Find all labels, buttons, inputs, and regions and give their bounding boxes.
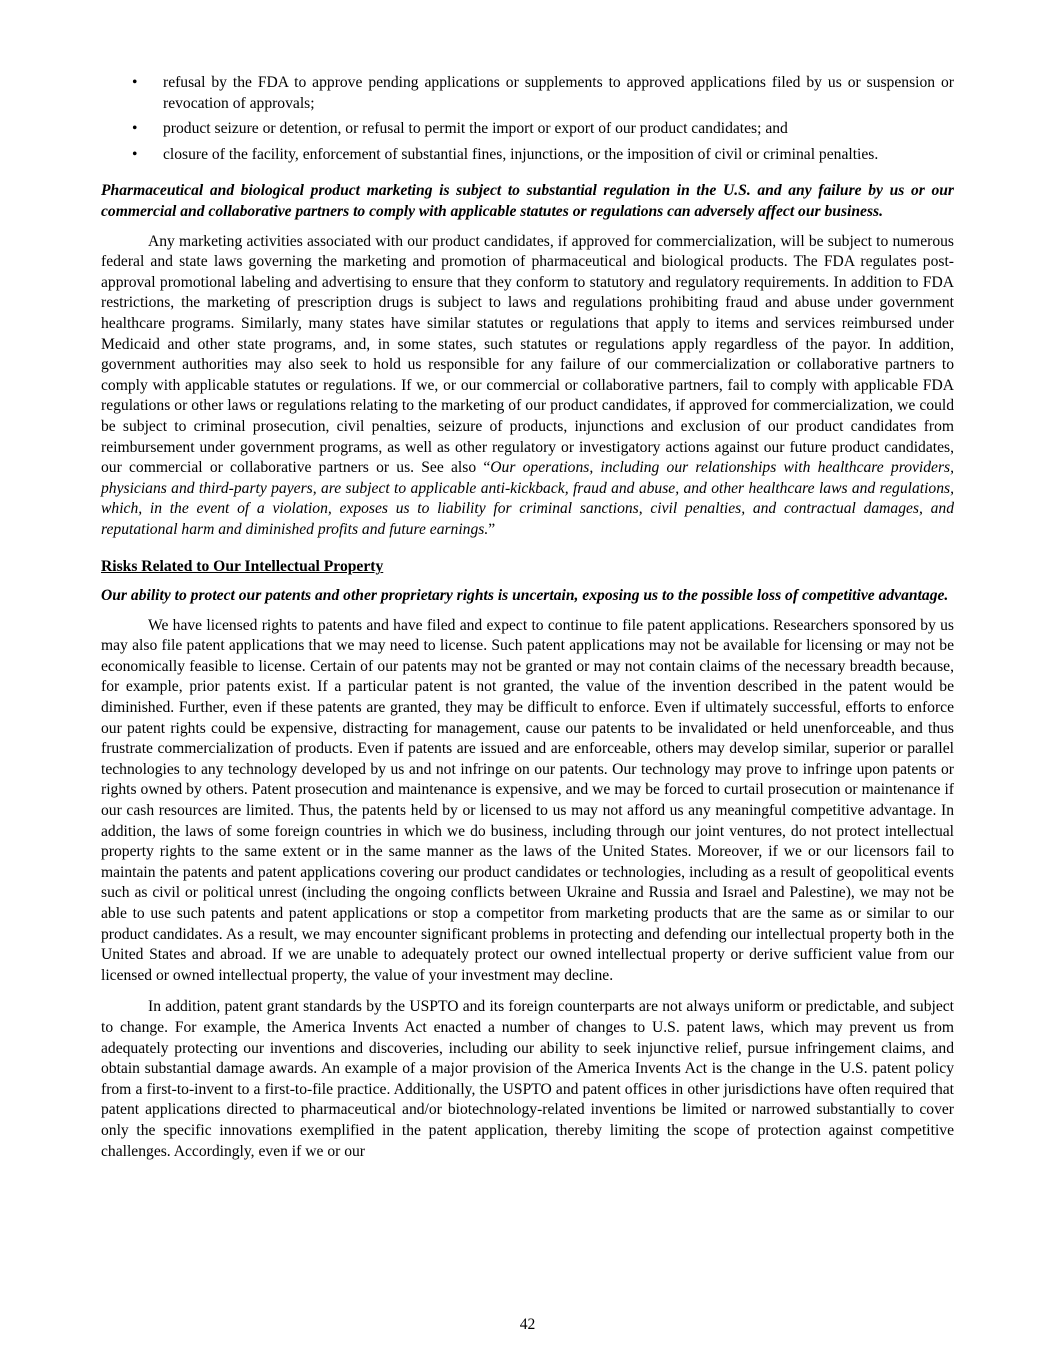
bullet-text: refusal by the FDA to approve pending applications or supplements to approved applications filed by us or suspension or revocation of approvals;: [163, 74, 954, 112]
paragraph-text: Any marketing activities associated with our product candidates, if approved for commercialization, will be subject to numerous federal and state laws governing the marketing and promotion of pharmaceutical and biological products. The FDA regulates post-approval promotional labeling and advertising to ensure that they conform to statutory and regulatory requirements. In addition to FDA restrictions, the marketing of prescription drugs is subject to laws and regulations prohibiting fraud and abuse under government healthcare programs. Similarly, many states have similar statutes or regulations that apply to items and services reimbursed under Medicaid and other state programs, and, in some states, such statutes or regulations apply regardless of the payor. In addition, government authorities may also seek to hold us responsible for any failure of our commercialization or collaborative partners to comply with applicable statutes or regulations. If we, or our commercial or collaborative partners, fail to comply with applicable FDA regulations or other laws or regulations relating to the marketing of our product candidates, if approved for commercialization, we could be subject to criminal prosecution, civil penalties, seizure of products, injunctions and exclusion of our product candidates from reimbursement under government programs, as well as other regulatory or investigatory actions against our future product candidates, our commercial or collaborative partners or us. See also “: [101, 232, 954, 477]
page-content: [101, 73, 954, 1173]
bullet-icon: •: [132, 145, 138, 163]
list-item: [101, 119, 954, 140]
page-number: 42: [519, 1316, 536, 1333]
list-item: [101, 73, 954, 114]
paragraph-closing-quote: ”: [488, 520, 496, 538]
list-item: [101, 145, 954, 166]
bullet-text: product seizure or detention, or refusal to permit the import or export of our product candidates; and: [163, 120, 788, 138]
risk-heading-patents: Our ability to protect our patents and other proprietary rights is uncertain, exposing us to the possible loss of competitive advantage.: [101, 587, 949, 605]
paragraph-patent-standards: In addition, patent grant standards by the USPTO and its foreign counterparts are not always uniform or predictable, and subject to change. For example, the America Invents Act enacted a number of changes to U.S. patent laws, which may prevent us from adequately protecting our inventions and discoveries, including our ability to seek injunctive relief, pursue infringement claims, and obtain substantial damage awards. An example of a major provision of the America Invents Act is the change in the U.S. patent policy from a first-to-invent to a first-to-file practice. Additionally, the USPTO and patent offices in other jurisdictions have often required that patent applications directed to pharmaceutical and/or biotechnology-related inventions be limited or narrowed substantially to cover only the specific innovations exemplified in the patent application, thereby limiting the scope of protection against competitive challenges. Accordingly, even if we or our: [101, 998, 954, 1160]
paragraph-italic-reference: Our operations, including our relationships with healthcare providers, physicians and third-party payers, are subject to applicable anti-kickback, fraud and abuse, and other healthcare laws and regulations, which, in the event of a violation, exposes us to liability for criminal sanctions, civil penalties, and contractual damages, and reputational harm and diminished profits and future earnings.: [101, 459, 955, 538]
bullet-list: [101, 73, 954, 165]
bullet-icon: •: [132, 74, 138, 91]
risk-heading-marketing: Pharmaceutical and biological product marketing is subject to substantial regulation in the U.S. and any failure by us or our commercial and collaborative partners to comply with applicable statutes or regulations can adversely affect our business.: [101, 182, 954, 220]
bullet-text: closure of the facility, enforcement of substantial fines, injunctions, or the imposition of civil or criminal penalties.: [163, 145, 879, 163]
paragraph-marketing: [101, 232, 954, 541]
paragraph-patents: We have licensed rights to patents and have filed and expect to continue to file patent applications. Researchers sponsored by us may also file patent applications that we may need to license. Such patent applications may not be available for licensing or may not be economically feasible to license. Certain of our patents may not be granted or may not contain claims of the necessary breadth because, for example, prior patents exist. If a particular patent is not granted, the value of the invention described in the patent would be diminished. Further, even if these patents are granted, they may be difficult to enforce. Even if ultimately successful, efforts to enforce our patent rights could be expensive, distracting for management, cause our patents to be invalidated or held unenforceable, and thus frustrate commercialization of products. Even if patents are issued and are enforceable, others may develop similar, superior or parallel technologies to any technology developed by us and not infringe on our patents. Our technology may prove to infringe upon patents or rights owned by others. Patent prosecution and maintenance is expensive, and we may be forced to curtail prosecution or maintenance if our cash resources are limited. Thus, the patents held by or licensed to us may not afford us any meaningful competitive advantage. In addition, the laws of some foreign countries in which we do business, including through our joint ventures, do not protect intellectual property rights to the same extent or in the same manner as the laws of the United States. Moreover, if we or our licensors fail to maintain the patents and patent applications covering our product candidates or technologies, including as a result of geopolitical events such as civil or political unrest (including the ongoing conflicts between Ukraine and Russia and Israel and Palestine), we may not be able to use such patents and patent applications or stop a competitor from marketing products that are the same as or similar to our product candidates. As a result, we may encounter significant problems in protecting and defending our intellectual property both in the United States and abroad. If we are unable to adequately protect our owned intellectual property or derive sufficient value from our licensed or owned intellectual property, the value of your investment may decline.: [101, 616, 954, 984]
section-title: Risks Related to Our Intellectual Property: [101, 558, 384, 576]
bullet-icon: •: [132, 120, 138, 138]
